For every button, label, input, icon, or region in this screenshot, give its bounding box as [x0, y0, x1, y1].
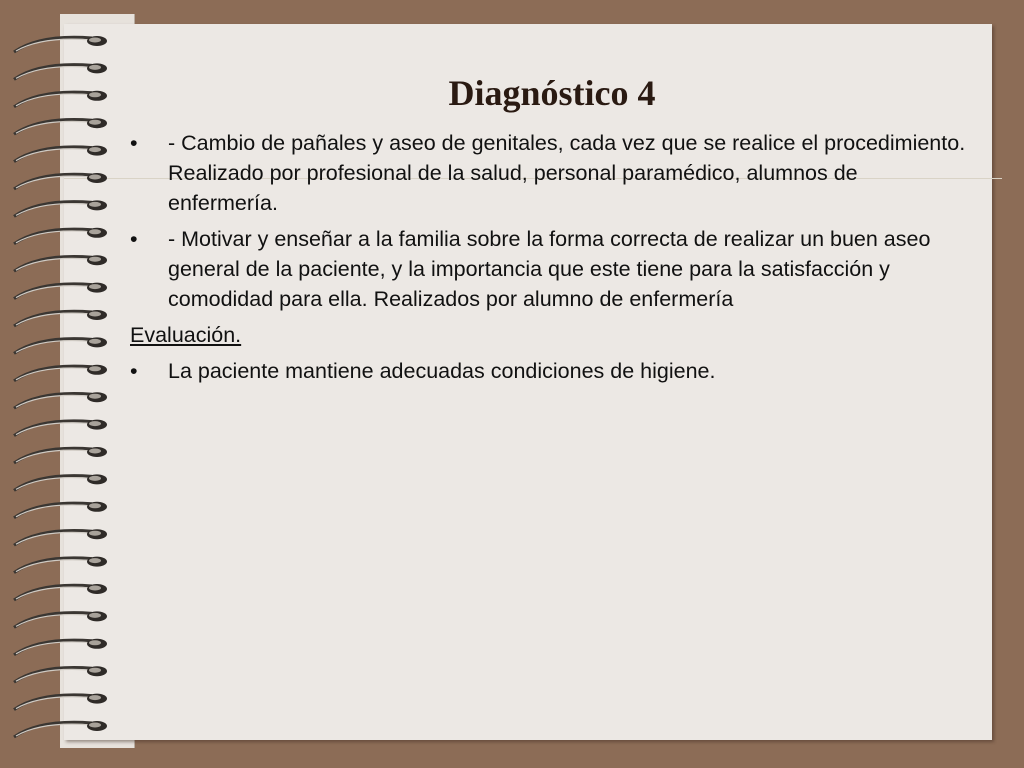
spiral-ring-icon: [14, 529, 107, 545]
list-item: [130, 128, 970, 218]
list-item-text: - Cambio de pañales y aseo de genitales, cada vez que se realice el procedimiento. Realizado por profesional de la salud, personal paramédico, alumnos de enfermería.: [168, 131, 966, 215]
spiral-ring-icon: [14, 694, 107, 710]
spiral-ring-icon: [14, 584, 107, 600]
spiral-ring-icon: [14, 365, 107, 381]
spiral-ring-icon: [14, 228, 107, 244]
list-item-text: La paciente mantiene adecuadas condiciones de higiene.: [168, 359, 716, 383]
list-item: [130, 356, 970, 386]
list-item: [130, 224, 970, 314]
spiral-ring-icon: [14, 611, 107, 627]
spiral-ring-icon: [14, 255, 107, 271]
spiral-ring-icon: [14, 666, 107, 682]
bullet-marker: •: [130, 227, 138, 251]
spiral-ring-icon: [14, 146, 107, 162]
spiral-ring-icon: [14, 283, 107, 299]
spiral-ring-icon: [14, 63, 107, 79]
spiral-ring-icon: [14, 474, 107, 490]
spiral-ring-icon: [14, 502, 107, 518]
bullet-marker: •: [130, 359, 138, 383]
spiral-ring-icon: [14, 173, 107, 189]
spiral-ring-icon: [14, 392, 107, 408]
bullet-marker: •: [130, 131, 138, 155]
spiral-ring-icon: [14, 36, 107, 52]
spiral-ring-icon: [14, 337, 107, 353]
spiral-ring-icon: [14, 557, 107, 573]
list-item-text: - Motivar y enseñar a la familia sobre la forma correcta de realizar un buen aseo general de la paciente, y la importancia que este tiene para la satisfacción y comodidad para ella. Realizados por alumno de enfermería: [168, 227, 931, 311]
spiral-ring-icon: [14, 447, 107, 463]
spiral-ring-icon: [14, 721, 107, 737]
bullet-list-bottom: [130, 356, 970, 386]
spiral-ring-icon: [14, 310, 107, 326]
spiral-ring-icon: [14, 639, 107, 655]
section-heading: Evaluación.: [130, 323, 242, 347]
slide-title: Diagnóstico 4: [448, 73, 656, 113]
slide-content: [130, 70, 970, 392]
spiral-ring-icon: [14, 91, 107, 107]
spiral-binding-icon: [0, 0, 130, 768]
spiral-ring-icon: [14, 200, 107, 216]
spiral-ring-icon: [14, 420, 107, 436]
spiral-ring-icon: [14, 118, 107, 134]
bullet-list-top: [130, 128, 970, 314]
